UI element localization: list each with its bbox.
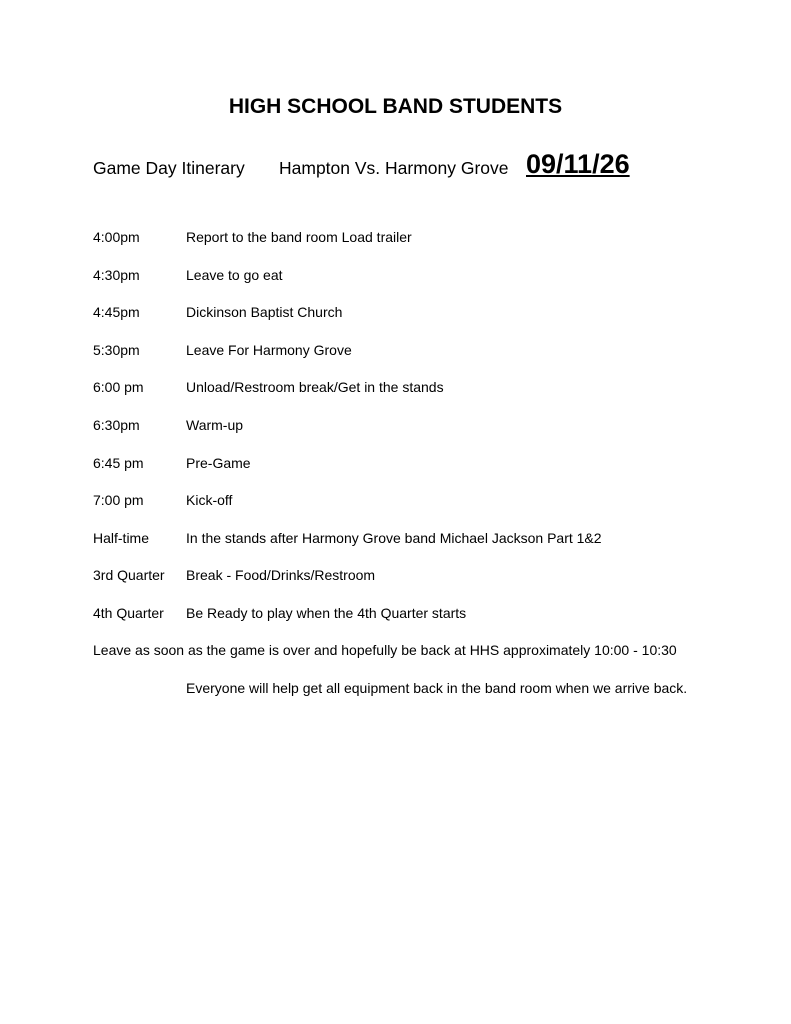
schedule-row (93, 603, 773, 641)
schedule-description: Be Ready to play when the 4th Quarter starts (186, 604, 467, 621)
schedule-description: In the stands after Harmony Grove band Michael Jackson Part 1&2 (186, 529, 602, 546)
schedule-description: Report to the band room Load trailer (186, 229, 412, 245)
schedule-time: 5:30pm (93, 341, 140, 358)
schedule-description: Pre-Game (186, 454, 251, 471)
schedule-time: 4:00pm (93, 229, 140, 245)
schedule-row (93, 265, 773, 303)
schedule-row (93, 302, 773, 340)
schedule-time: 6:00 pm (93, 379, 144, 396)
schedule-row (93, 340, 773, 378)
schedule-row (93, 377, 773, 415)
page-title: HIGH SCHOOL BAND STUDENTS (228, 95, 563, 118)
schedule-time: 4th Quarter (93, 604, 164, 621)
schedule-time: Half-time (93, 529, 150, 546)
schedule-description: Leave to go eat (186, 266, 283, 283)
schedule-description: Break - Food/Drinks/Restroom (186, 567, 376, 584)
schedule-time: 6:30pm (93, 416, 140, 433)
schedule-row (93, 415, 773, 453)
schedule-row (93, 490, 773, 528)
schedule-description: Unload/Restroom break/Get in the stands (186, 379, 444, 396)
schedule-row (93, 453, 773, 491)
schedule-time: 7:00 pm (93, 492, 144, 509)
equipment-note: Everyone will help get all equipment back in the band room when we arrive back. (186, 680, 688, 696)
schedule-row (93, 528, 773, 566)
schedule-time: 6:45 pm (93, 454, 144, 471)
matchup-label: Hampton Vs. Harmony Grove (279, 158, 509, 178)
schedule-time: 4:30pm (93, 266, 140, 283)
schedule-time: 3rd Quarter (93, 567, 165, 584)
schedule-row (93, 227, 773, 265)
itinerary-label: Game Day Itinerary (93, 158, 245, 178)
schedule-description: Kick-off (186, 492, 233, 509)
schedule-description: Leave For Harmony Grove (186, 341, 352, 358)
game-date: 09/11/26 (526, 149, 630, 179)
schedule-description: Dickinson Baptist Church (186, 304, 343, 321)
schedule-row (93, 565, 773, 603)
return-note: Leave as soon as the game is over and hopefully be back at HHS approximately 10:00 - 10:30 (93, 642, 677, 658)
schedule-list (93, 227, 773, 641)
schedule-description: Warm-up (186, 416, 244, 433)
schedule-time: 4:45pm (93, 304, 140, 321)
